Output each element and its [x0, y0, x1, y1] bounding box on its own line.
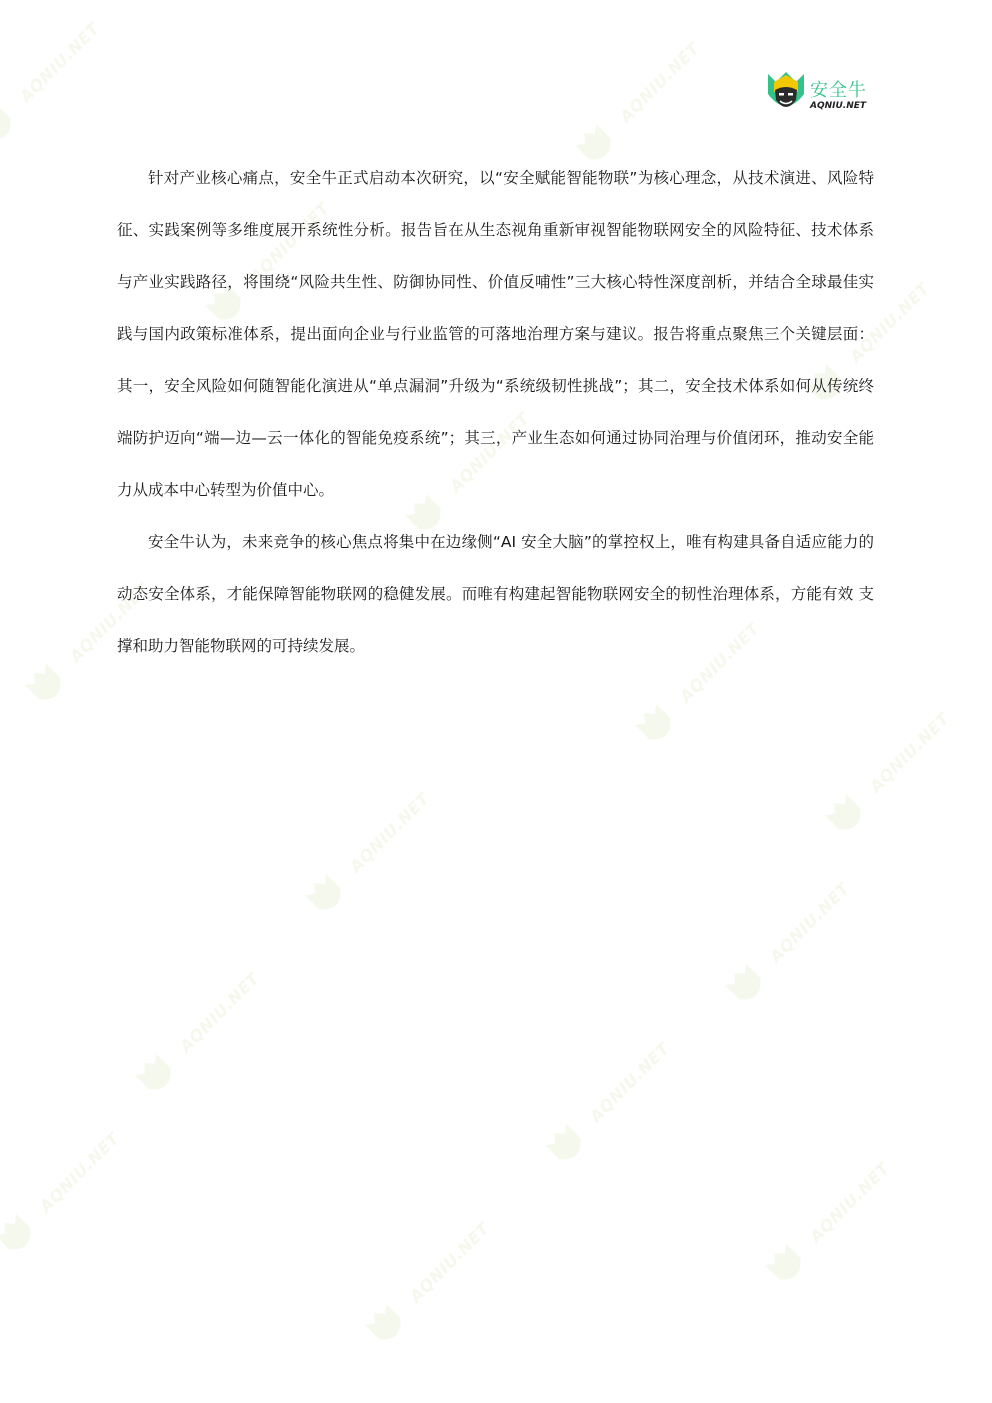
bull-mascot-icon [765, 70, 807, 118]
bull-watermark-icon [758, 1237, 816, 1295]
bull-watermark-icon [128, 1047, 186, 1105]
watermark [776, 1146, 903, 1273]
bull-watermark-icon [358, 1297, 416, 1355]
bull-watermark-icon [718, 957, 776, 1015]
bull-watermark-icon [0, 1207, 46, 1265]
watermark-text: AQNIU.NET [246, 198, 334, 287]
bull-watermark-icon [538, 1117, 596, 1175]
watermark [6, 1116, 133, 1243]
watermark-text: AQNIU.NET [766, 878, 854, 967]
watermark-text: AQNIU.NET [846, 278, 934, 367]
watermark-text: AQNIU.NET [676, 618, 764, 707]
watermark [556, 1026, 683, 1153]
watermark-text: AQNIU.NET [346, 788, 434, 877]
brand-name: 安全牛 [810, 80, 867, 101]
paragraph: 针对产业核心痛点，安全牛正式启动本次研究，以“安全赋能智能物联”为核心理念，从技术演进、风险特征、实践案例等多维度展开系统性分析。报告旨在从生态视角重新审视智能物联网安全的风险特征、技术体系与产业实践路径，将围绕“风险共生性、防御协同性、价值反哺性”三大核心特性深度剖析，并结合全球最佳实践与国内政策标准体系，提出面向企业与行业监管的可落地治理方案与建议。报告将重点聚焦三个关键层面：其一，安全风险如何随智能化演进从“单点漏洞”升级为“系统级韧性挑战”；其二，安全技术体系如何从传统终端防护迈向“端—边—云一体化的智能免疫系统”；其三，产业生态如何通过协同治理与价值闭环，推动安全能力从成本中心转型为价值中心。 [117, 169, 874, 499]
watermark-text: AQNIU.NET [406, 1218, 494, 1307]
watermark-text: AQNIU.NET [16, 18, 104, 107]
brand-logo [765, 70, 875, 118]
watermark-text: AQNIU.NET [806, 1158, 894, 1247]
bull-watermark-icon [0, 97, 26, 155]
watermark [836, 696, 963, 823]
watermark [146, 956, 273, 1083]
bull-watermark-icon [628, 697, 686, 755]
brand-domain: AQNIU.NET [810, 101, 867, 111]
watermark-text: AQNIU.NET [616, 38, 704, 127]
watermark [0, 6, 114, 133]
bull-watermark-icon [18, 657, 76, 715]
watermark [376, 1206, 503, 1333]
watermark-text: AQNIU.NET [66, 578, 154, 667]
watermark-text: AQNIU.NET [176, 968, 264, 1057]
watermark-text: AQNIU.NET [866, 708, 954, 797]
watermark [586, 26, 713, 153]
bull-watermark-icon [818, 787, 876, 845]
watermark-text: AQNIU.NET [446, 408, 534, 497]
bull-watermark-icon [298, 867, 356, 925]
document-body [117, 152, 874, 672]
watermark [316, 776, 443, 903]
watermark-text: AQNIU.NET [36, 1128, 124, 1217]
watermark [736, 866, 863, 993]
watermark-text: AQNIU.NET [586, 1038, 674, 1127]
paragraph: 安全牛认为，未来竞争的核心焦点将集中在边缘侧“AI 安全大脑”的掌控权上，唯有构建具备自适应能力的动态安全体系，才能保障智能物联网的稳健发展。而唯有构建起智能物联网安全的韧性治理体系，方能有效 支撑和助力智能物联网的可持续发展。 [117, 533, 874, 655]
